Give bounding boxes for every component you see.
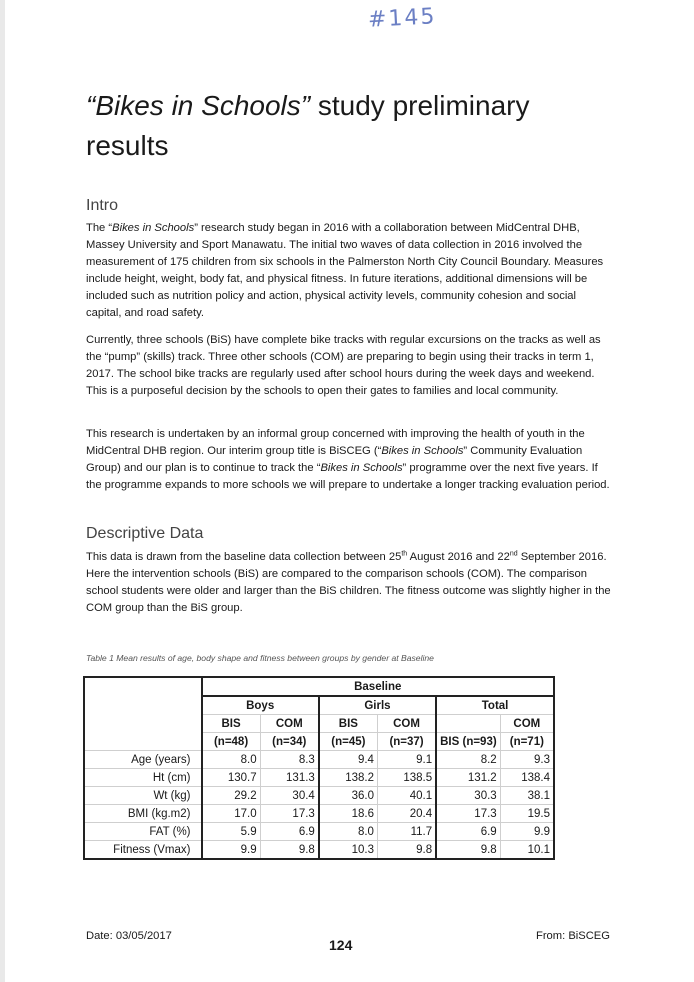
cell-value: 6.9 [436,823,500,841]
cell-value: 9.4 [319,751,378,769]
table-row [84,769,554,787]
col-header-boys-com: COM [260,715,319,733]
cell-value: 18.6 [319,805,378,823]
cell-value: 130.7 [202,769,261,787]
cell-value: 40.1 [377,787,436,805]
intro-paragraph-2: Currently, three schools (BiS) have complete bike tracks with regular excursions on the tracks as well as the “pump” (skills) track. Three other schools (COM) are preparing to begin using their tracks in term 1, 2017. The school bike tracks are regularly used after school hours during the week days and weekend. This is a purposeful decision by the schools to open their gates to families and local community. [86,334,601,397]
cell-value: 17.0 [202,805,261,823]
intro-paragraph-1: The “Bikes in Schools” research study began in 2016 with a collaboration between MidCentral DHB, Massey University and Sport Manawatu. The initial two waves of data collection in 2016 involved the measurement of 175 children from six schools in the Palmerston North City Council Boundary. Measures include height, weight, body fat, and physical fitness. In future iterations, additional dimensions will be included such as nutrition policy and action, physical activity levels, community cohesion and social capital, and road safety. [86,222,604,319]
scan-edge [0,0,5,982]
cell-value: 6.9 [260,823,319,841]
descriptive-paragraph: This data is drawn from the baseline data collection between 25th August 2016 and 22nd September 2016. Here the intervention schools (BiS) are compared to the comparison schools (COM). The comparison school students were older and larger than the BiS children. The fitness outcome was slightly higher in the COM group than the BiS group. [86,550,611,614]
cell-value: 30.4 [260,787,319,805]
table-caption: Table 1 Mean results of age, body shape and fitness between groups by gender at Baseline [86,653,434,663]
page-title [86,86,606,166]
table-row [84,805,554,823]
cell-value: 9.3 [500,751,554,769]
cell-value: 17.3 [260,805,319,823]
row-label: Wt (kg) [84,787,202,805]
cell-value: 29.2 [202,787,261,805]
cell-value: 11.7 [377,823,436,841]
table-corner [84,677,202,696]
table-row [84,823,554,841]
cell-value: 17.3 [436,805,500,823]
cell-value: 8.2 [436,751,500,769]
col-header-girls-bis: BIS [319,715,378,733]
cell-value: 19.5 [500,805,554,823]
row-label: Age (years) [84,751,202,769]
title-italic: “Bikes in Schools” [86,90,311,121]
cell-value: 9.1 [377,751,436,769]
table-row [84,751,554,769]
col-n-girls-bis: (n=45) [319,733,378,751]
cell-value: 38.1 [500,787,554,805]
cell-value: 8.0 [202,751,261,769]
cell-value: 36.0 [319,787,378,805]
cell-value: 131.3 [260,769,319,787]
handwritten-note: #145 [367,4,438,33]
cell-value: 138.5 [377,769,436,787]
col-n-total-com: (n=71) [500,733,554,751]
cell-value: 138.4 [500,769,554,787]
footer-from: From: BiSCEG [536,930,610,942]
col-header-girls-com: COM [377,715,436,733]
group-header-total: Total [436,696,554,715]
cell-value: 9.9 [500,823,554,841]
cell-value: 8.3 [260,751,319,769]
table-row [84,841,554,860]
cell-value: 5.9 [202,823,261,841]
cell-value: 8.0 [319,823,378,841]
group-header-boys: Boys [202,696,319,715]
intro-heading: Intro [86,197,119,214]
cell-value: 9.9 [202,841,261,860]
col-n-girls-com: (n=37) [377,733,436,751]
page-number: 124 [329,937,353,953]
results-table [83,676,555,860]
col-n-boys-bis: (n=48) [202,733,261,751]
col-header-total-bis: BIS (n=93) [436,733,500,751]
row-label: Fitness (Vmax) [84,841,202,860]
cell-value: 9.8 [260,841,319,860]
group-header-girls: Girls [319,696,436,715]
cell-value: 10.3 [319,841,378,860]
row-label: BMI (kg.m2) [84,805,202,823]
cell-value: 10.1 [500,841,554,860]
col-header-boys-bis: BIS [202,715,261,733]
intro-paragraph-3: This research is undertaken by an informal group concerned with improving the health of youth in the MidCentral DHB region. Our interim group title is BiSCEG (“Bikes in Schools” Community Evaluation Group) and our plan is to continue to track the “Bikes in Schools” programme over the next five years. If the programme expands to more schools we will prepare to undertake a longer tracking evaluation period. [86,428,610,491]
descriptive-heading: Descriptive Data [86,525,204,542]
col-header-total-com: COM [500,715,554,733]
title-rest: study preliminary results [86,90,530,161]
cell-value: 138.2 [319,769,378,787]
cell-value: 20.4 [377,805,436,823]
cell-value: 30.3 [436,787,500,805]
cell-value: 9.8 [436,841,500,860]
footer-date: Date: 03/05/2017 [86,930,172,942]
cell-value: 131.2 [436,769,500,787]
col-n-boys-com: (n=34) [260,733,319,751]
cell-value: 9.8 [377,841,436,860]
row-label: Ht (cm) [84,769,202,787]
table-row [84,787,554,805]
row-label: FAT (%) [84,823,202,841]
baseline-header: Baseline [202,677,555,696]
